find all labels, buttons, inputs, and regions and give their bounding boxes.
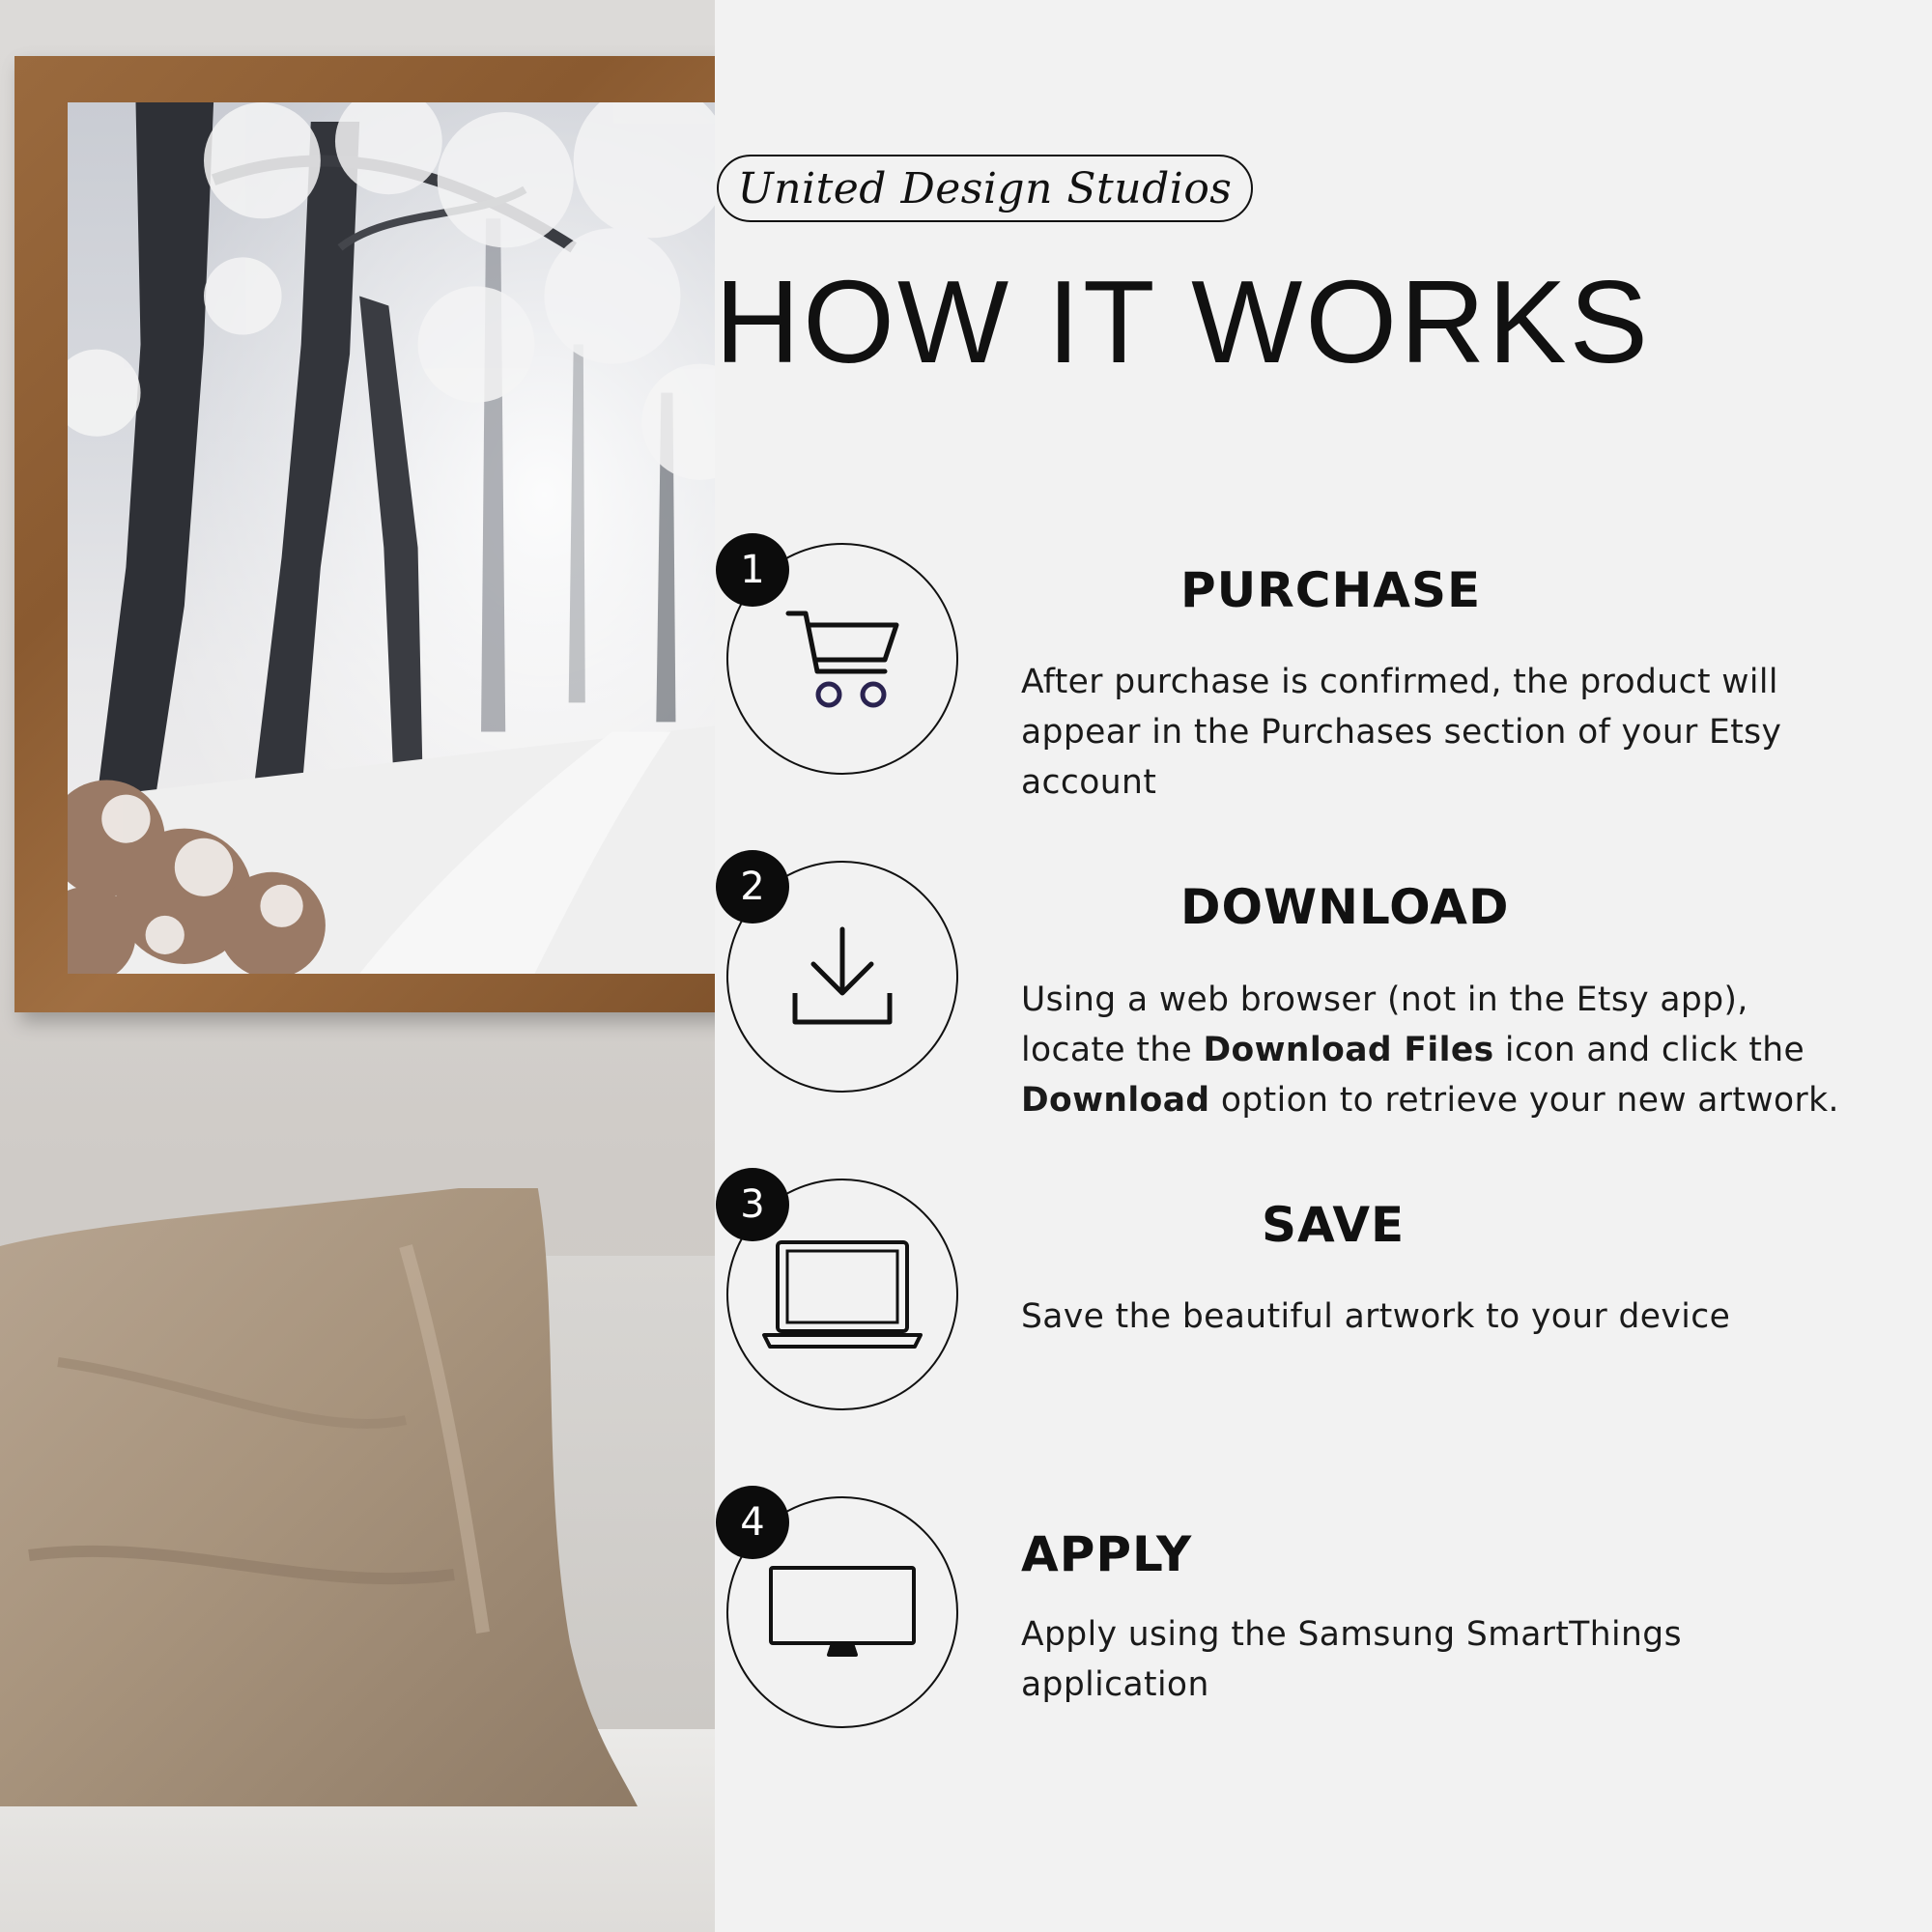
download-icon (789, 923, 895, 1030)
download-files-label: Download Files (1203, 1031, 1494, 1069)
brand-badge (717, 155, 1253, 222)
winter-forest-painting (68, 102, 715, 974)
step-4-heading: APPLY (1021, 1526, 1193, 1582)
step-1-heading: PURCHASE (1180, 562, 1482, 618)
wooden-picture-frame (14, 56, 715, 1012)
download-option-label: Download (1021, 1081, 1210, 1120)
step-2-heading: DOWNLOAD (1180, 879, 1510, 935)
step-1-description: After purchase is confirmed, the product will appear in the Purchases section of your Etsy account (1021, 663, 1782, 802)
throw-pillow (0, 1188, 676, 1806)
step-1-number-badge: 1 (716, 533, 789, 607)
room-photo (0, 0, 715, 1932)
shopping-cart-icon (784, 606, 900, 712)
step-4-number-badge: 4 (716, 1486, 789, 1559)
monitor-icon (765, 1564, 920, 1661)
step-2-description: Using a web browser (not in the Etsy app), locate the Download Files icon and click the Download option to retrieve your new artwork. (1021, 980, 1839, 1120)
step-4-description: Apply using the Samsung SmartThings application (1021, 1615, 1682, 1704)
page-title: HOW IT WORKS (715, 256, 1652, 387)
laptop-icon (760, 1236, 924, 1352)
step-3-number-badge: 3 (716, 1168, 789, 1241)
brand-name: United Design Studios (737, 163, 1233, 213)
step-3-description: Save the beautiful artwork to your device (1021, 1297, 1731, 1336)
step-3-heading: SAVE (1262, 1197, 1406, 1253)
step-2-number-badge: 2 (716, 850, 789, 923)
